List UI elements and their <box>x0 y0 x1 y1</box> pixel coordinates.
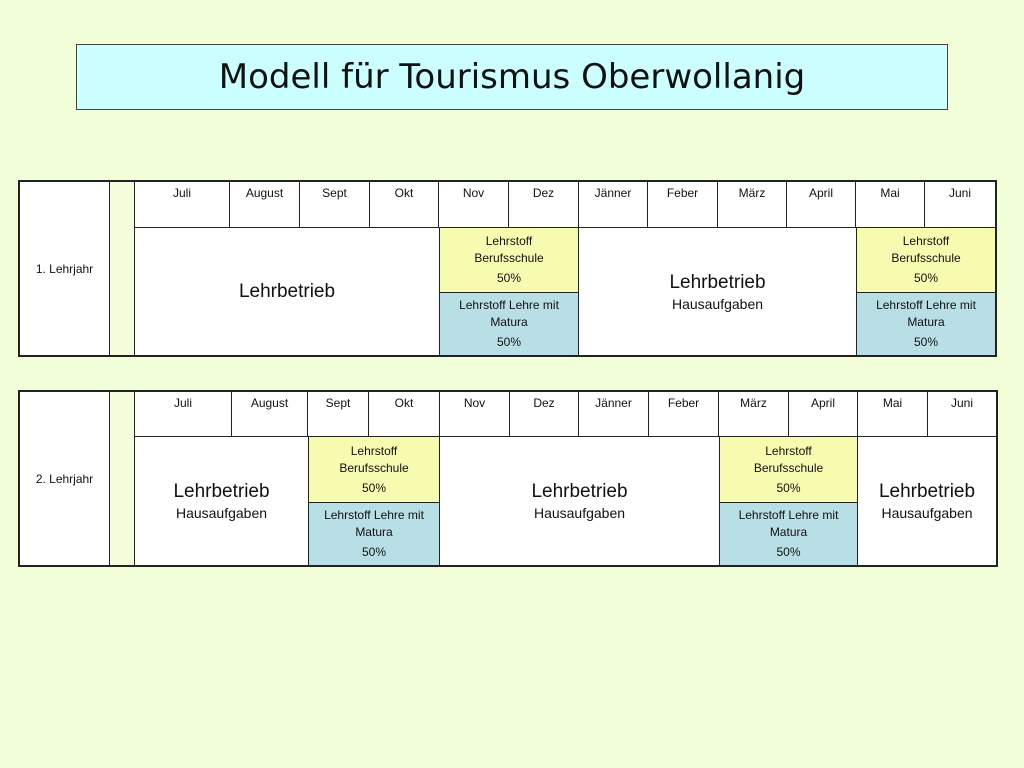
month-dez: Dez <box>509 182 579 228</box>
berufsschule-label: Lehrstoff Berufsschule <box>753 443 824 475</box>
month-mai: Mai <box>856 182 925 228</box>
month-juni: Juni <box>925 182 995 228</box>
berufsschule-block <box>308 437 440 503</box>
lehrbetrieb-block <box>858 437 996 565</box>
schedule-year-1 <box>18 180 997 357</box>
month-feber: Feber <box>648 182 718 228</box>
month-april: April <box>789 392 858 437</box>
matura-percent: 50% <box>361 545 387 559</box>
berufsschule-percent: 50% <box>913 271 939 285</box>
month-april: April <box>787 182 856 228</box>
month-sept: Sept <box>300 182 370 228</box>
hausaufgaben-label: Hausaufgaben <box>175 505 268 521</box>
month-juli: Juli <box>135 182 230 228</box>
month-nov: Nov <box>440 392 510 437</box>
hausaufgaben-label: Hausaufgaben <box>881 505 973 521</box>
matura-label: Lehrstoff Lehre mit Matura <box>738 508 839 539</box>
lehrbetrieb-label: Lehrbetrieb <box>531 481 628 502</box>
month-maerz: März <box>718 182 787 228</box>
matura-label: Lehrstoff Lehre mit Matura <box>876 298 976 329</box>
lehrbetrieb-block <box>440 437 719 565</box>
month-jaenner: Jänner <box>579 392 649 437</box>
month-dez: Dez <box>510 392 579 437</box>
month-juli: Juli <box>135 392 232 437</box>
hausaufgaben-label: Hausaufgaben <box>671 295 764 312</box>
lehrbetrieb-label: Lehrbetrieb <box>173 481 270 502</box>
matura-block <box>856 293 995 355</box>
spacer-column <box>110 392 135 565</box>
month-sept: Sept <box>308 392 369 437</box>
lehrbetrieb-block <box>579 228 856 355</box>
year-label: 1. Lehrjahr <box>20 182 110 355</box>
matura-percent: 50% <box>776 545 801 559</box>
matura-percent: 50% <box>913 335 939 349</box>
berufsschule-block <box>439 228 579 293</box>
month-august: August <box>232 392 308 437</box>
matura-block <box>439 293 579 355</box>
berufsschule-percent: 50% <box>776 480 801 495</box>
schedule-year-2 <box>18 390 998 567</box>
berufsschule-label: Lehrstoff Berufsschule <box>891 234 961 265</box>
month-okt: Okt <box>370 182 439 228</box>
berufsschule-label: Lehrstoff Berufsschule <box>474 234 544 265</box>
month-august: August <box>230 182 300 228</box>
month-juni: Juni <box>928 392 996 437</box>
lehrbetrieb-label: Lehrbetrieb <box>878 481 976 502</box>
month-maerz: März <box>719 392 789 437</box>
matura-percent: 50% <box>496 335 522 349</box>
lehrbetrieb-label: Lehrbetrieb <box>238 280 336 302</box>
matura-label: Lehrstoff Lehre mit Matura <box>459 298 559 329</box>
month-mai: Mai <box>858 392 928 437</box>
lehrbetrieb-label: Lehrbetrieb <box>669 271 766 293</box>
berufsschule-block <box>856 228 995 293</box>
lehrbetrieb-block <box>135 228 439 355</box>
berufsschule-percent: 50% <box>496 271 522 285</box>
matura-block <box>719 503 858 565</box>
month-nov: Nov <box>439 182 509 228</box>
lehrbetrieb-block <box>135 437 308 565</box>
matura-block <box>308 503 440 565</box>
month-jaenner: Jänner <box>579 182 648 228</box>
spacer-column <box>110 182 135 355</box>
month-okt: Okt <box>369 392 440 437</box>
page-title: Modell für Tourismus Oberwollanig <box>76 44 948 110</box>
berufsschule-percent: 50% <box>361 480 387 495</box>
berufsschule-label: Lehrstoff Berufsschule <box>339 443 409 475</box>
year-label: 2. Lehrjahr <box>20 392 110 565</box>
hausaufgaben-label: Hausaufgaben <box>533 505 626 521</box>
berufsschule-block <box>719 437 858 503</box>
matura-label: Lehrstoff Lehre mit Matura <box>324 508 424 539</box>
month-feber: Feber <box>649 392 719 437</box>
